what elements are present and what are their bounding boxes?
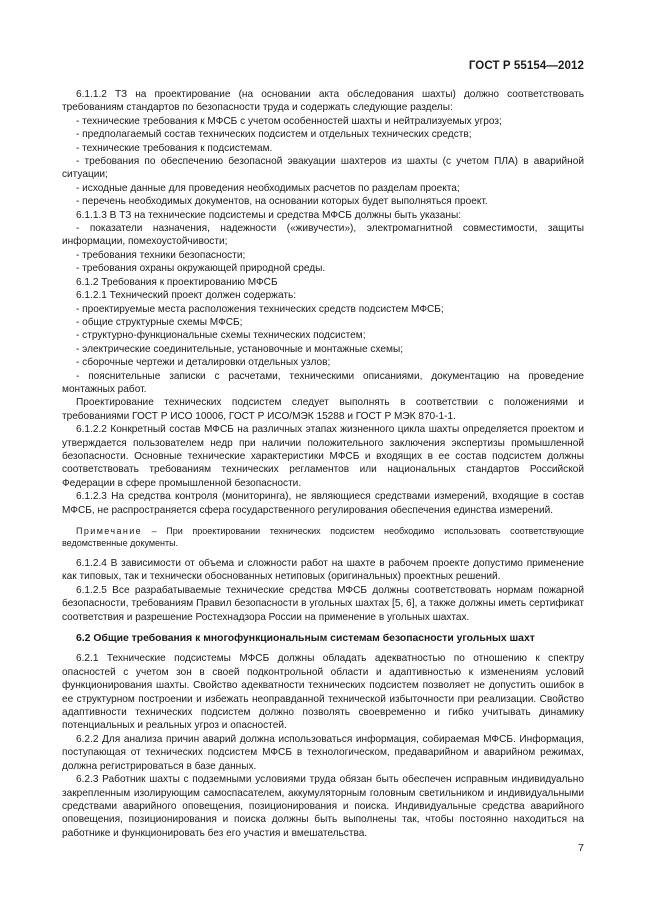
- paragraph: 6.1.2.1 Технический проект должен содержать:: [76, 290, 297, 302]
- paragraph: 6.1.2.5 Все разрабатываемые технические средства МФСБ должны соответствовать нормам пожарной безопасности, требованиям Правил безопасности в угольных шахтах [5, 6], а также должны иметь сертификат соответствия и разрешение Ростехнадзора России на применение в угольных шахтах.: [62, 584, 584, 623]
- paragraph: 6.2.2 Для анализа причин аварий должна использоваться информация, собираемая МФСБ. Информация, поступающая от технических подсистем МФСБ в технологическом, предаварийном и аварийном режимах, должна регистрироваться в базе данных.: [62, 733, 584, 772]
- list-item: - показатели назначения, надежности («живучести»), электромагнитной совместимости, защиты информации, помехоустойчивости;: [62, 223, 584, 248]
- paragraph: 6.2.1 Технические подсистемы МФСБ должны обладать адекватностью по отношению к спектру опасностей с учетом зон в своей подконтрольной области и адаптивностью к изменениям условий функционирования шахты. Свойство адекватности технических подсистем позволяет не допустить ошибок в ее структурном построении и избежать неоправданной технической избыточности при реализации. Свойство адаптивности технических подсистем должно позволять своевременно и гибко учитывать динамику потенциальных и реальных угроз и опасностей.: [62, 653, 584, 732]
- list-item: - требования охраны окружающей природной среды.: [76, 263, 326, 275]
- document-body: [62, 88, 584, 840]
- list-item: - исходные данные для проведения необходимых расчетов по разделам проекта;: [76, 182, 460, 194]
- list-item: - требования техники безопасности;: [76, 249, 246, 261]
- list-item: - сборочные чертежи и деталировки отдельных узлов;: [76, 357, 331, 369]
- section-heading: 6.2 Общие требования к многофункциональным системам безопасности угольных шахт: [76, 633, 535, 645]
- document-standard-id: ГОСТ Р 55154—2012: [468, 60, 584, 72]
- list-item: - проектируемые места расположения технических средств подсистем МФСБ;: [76, 303, 444, 315]
- note-label: Примечание: [76, 526, 143, 536]
- paragraph: 6.1.2.3 На средства контроля (мониторинга), не являющиеся средствами измерений, входящие в состав МФСБ, не распространяется сфера государственного регулирования обеспечения единства измерений.: [62, 491, 584, 516]
- paragraph: 6.1.2.2 Конкретный состав МФСБ на различных этапах жизненного цикла шахты определяется проектом и утверждается пользователем недр при наличии положительного заключения экспертизы промышленной безопасности. Основные технические характеристики МФСБ и входящих в ее состав подсистем должны соответствовать требованиям технических регламентов или национальных стандартов Российской Федерации в сфере промышленной безопасности.: [62, 424, 584, 489]
- list-item: - требования по обеспечению безопасной эвакуации шахтеров из шахты (с учетом ПЛА) в аварийной ситуации;: [62, 156, 584, 181]
- list-item: - электрические соединительные, установочные и монтажные схемы;: [76, 343, 404, 355]
- page-number: 7: [578, 842, 584, 854]
- list-item: - предполагаемый состав технических подсистем и отдельных технических средств;: [76, 129, 472, 141]
- note: [62, 525, 584, 549]
- paragraph-group-requirements: [62, 88, 584, 517]
- paragraph: 6.1.1.2 ТЗ на проектирование (на основании акта обследования шахты) должно соответствовать требованиям стандартов по безопасности труда и содержать следующие разделы:: [62, 89, 584, 114]
- paragraph: Проектирование технических подсистем следует выполнять в соответствии с положениями и требованиями ГОСТ Р ИСО 10006, ГОСТ Р ИСО/МЭК 15288 и ГОСТ Р МЭК 870-1-1.: [62, 397, 584, 422]
- paragraph: 6.2.3 Работник шахты с подземными условиями труда обязан быть обеспечен исправным индивидуально закрепленным изолирующим самоспасателем, аккумуляторным головным светильником и индивидуальными средствами аварийного оповещения, позиционирования и поиска. Индивидуальные средства аварийного оповещения, позиционирования и поиска должны быть выполнены так, чтобы постоянно находиться на работнике и функционировать без его участия и вмешательства.: [62, 774, 584, 839]
- list-item: - структурно-функциональные схемы технических подсистем;: [76, 330, 366, 342]
- list-item: - технические требования к МФСБ с учетом особенностей шахты и нейтрализуемых угроз;: [76, 115, 502, 127]
- list-item: - общие структурные схемы МФСБ;: [76, 316, 243, 328]
- paragraph: 6.1.2 Требования к проектированию МФСБ: [76, 276, 278, 288]
- list-item: - пояснительные записки с расчетами, техническими описаниями, документацию на проведение монтажных работ.: [62, 370, 584, 395]
- paragraph: 6.1.2.4 В зависимости от объема и сложности работ на шахте в рабочем проекте допустимо применение как типовых, так и технически обоснованных нетиповых (оригинальных) проектных решений.: [62, 558, 584, 583]
- note-text: – При проектировании технических подсистем необходимо использовать соответствующие ведомственные документы.: [62, 526, 584, 548]
- paragraph-group-design: [62, 557, 584, 624]
- paragraph-group-general: [62, 652, 584, 840]
- list-item: - перечень необходимых документов, на основании которых будет выполняться проект.: [76, 196, 488, 208]
- list-item: - технические требования к подсистемам.: [76, 142, 273, 154]
- paragraph: 6.1.1.3 В ТЗ на технические подсистемы и средства МФСБ должны быть указаны:: [76, 209, 462, 221]
